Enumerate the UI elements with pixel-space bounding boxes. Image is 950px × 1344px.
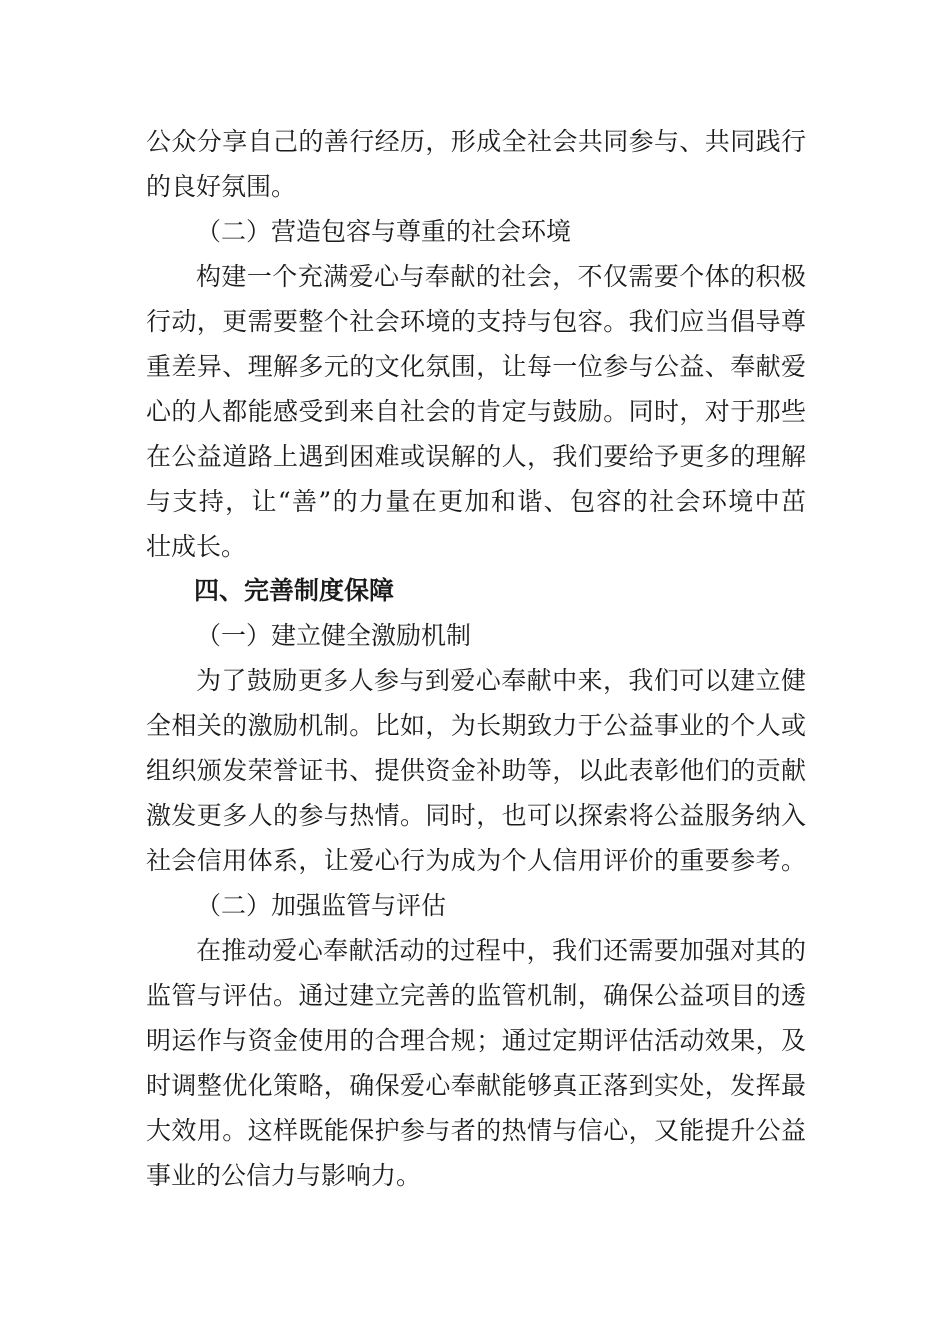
paragraph-line: 大效用。这样既能保护参与者的热情与信心，又能提升公益 — [146, 1116, 806, 1145]
paragraph-line: 为了鼓励更多人参与到爱心奉献中来，我们可以建立健 — [196, 666, 806, 695]
paragraph-line: 激发更多人的参与热情。同时，也可以探索将公益服务纳入 — [146, 801, 806, 830]
paragraph-line: 重差异、理解多元的文化氛围，让每一位参与公益、奉献爱 — [146, 352, 806, 381]
paragraph-line: 构建一个充满爱心与奉献的社会，不仅需要个体的积极 — [196, 262, 806, 291]
paragraph-line: 在公益道路上遇到困难或误解的人，我们要给予更多的理解 — [146, 442, 806, 471]
paragraph-line: 公众分享自己的善行经历，形成全社会共同参与、共同践行 — [146, 127, 806, 156]
paragraph-line: 壮成长。 — [146, 532, 247, 561]
paragraph-line: 明运作与资金使用的合理合规；通过定期评估活动效果，及 — [146, 1026, 806, 1055]
paragraph-line: 在推动爱心奉献活动的过程中，我们还需要加强对其的 — [196, 936, 806, 965]
paragraph-line: 时调整优化策略，确保爱心奉献能够真正落到实处，发挥最 — [146, 1071, 806, 1100]
paragraph-line: 心的人都能感受到来自社会的肯定与鼓励。同时，对于那些 — [146, 397, 806, 426]
section-heading: 四、完善制度保障 — [194, 576, 395, 605]
paragraph-line: 组织颁发荣誉证书、提供资金补助等，以此表彰他们的贡献 — [146, 756, 806, 785]
paragraph-line: 的良好氛围。 — [146, 172, 297, 201]
paragraph-line: 事业的公信力与影响力。 — [146, 1161, 422, 1190]
paragraph-line: 与支持，让“善”的力量在更加和谐、包容的社会环境中茁 — [146, 487, 806, 516]
paragraph-line: 行动，更需要整个社会环境的支持与包容。我们应当倡导尊 — [146, 307, 806, 336]
subheading-incentive: （一）建立健全激励机制 — [196, 621, 472, 650]
paragraph-line: 监管与评估。通过建立完善的监管机制，确保公益项目的透 — [146, 981, 806, 1010]
subheading-supervision: （二）加强监管与评估 — [196, 891, 447, 920]
paragraph-line: 社会信用体系，让爱心行为成为个人信用评价的重要参考。 — [146, 846, 806, 875]
paragraph-line: 全相关的激励机制。比如，为长期致力于公益事业的个人或 — [146, 711, 806, 740]
subheading-environment: （二）营造包容与尊重的社会环境 — [196, 217, 572, 246]
